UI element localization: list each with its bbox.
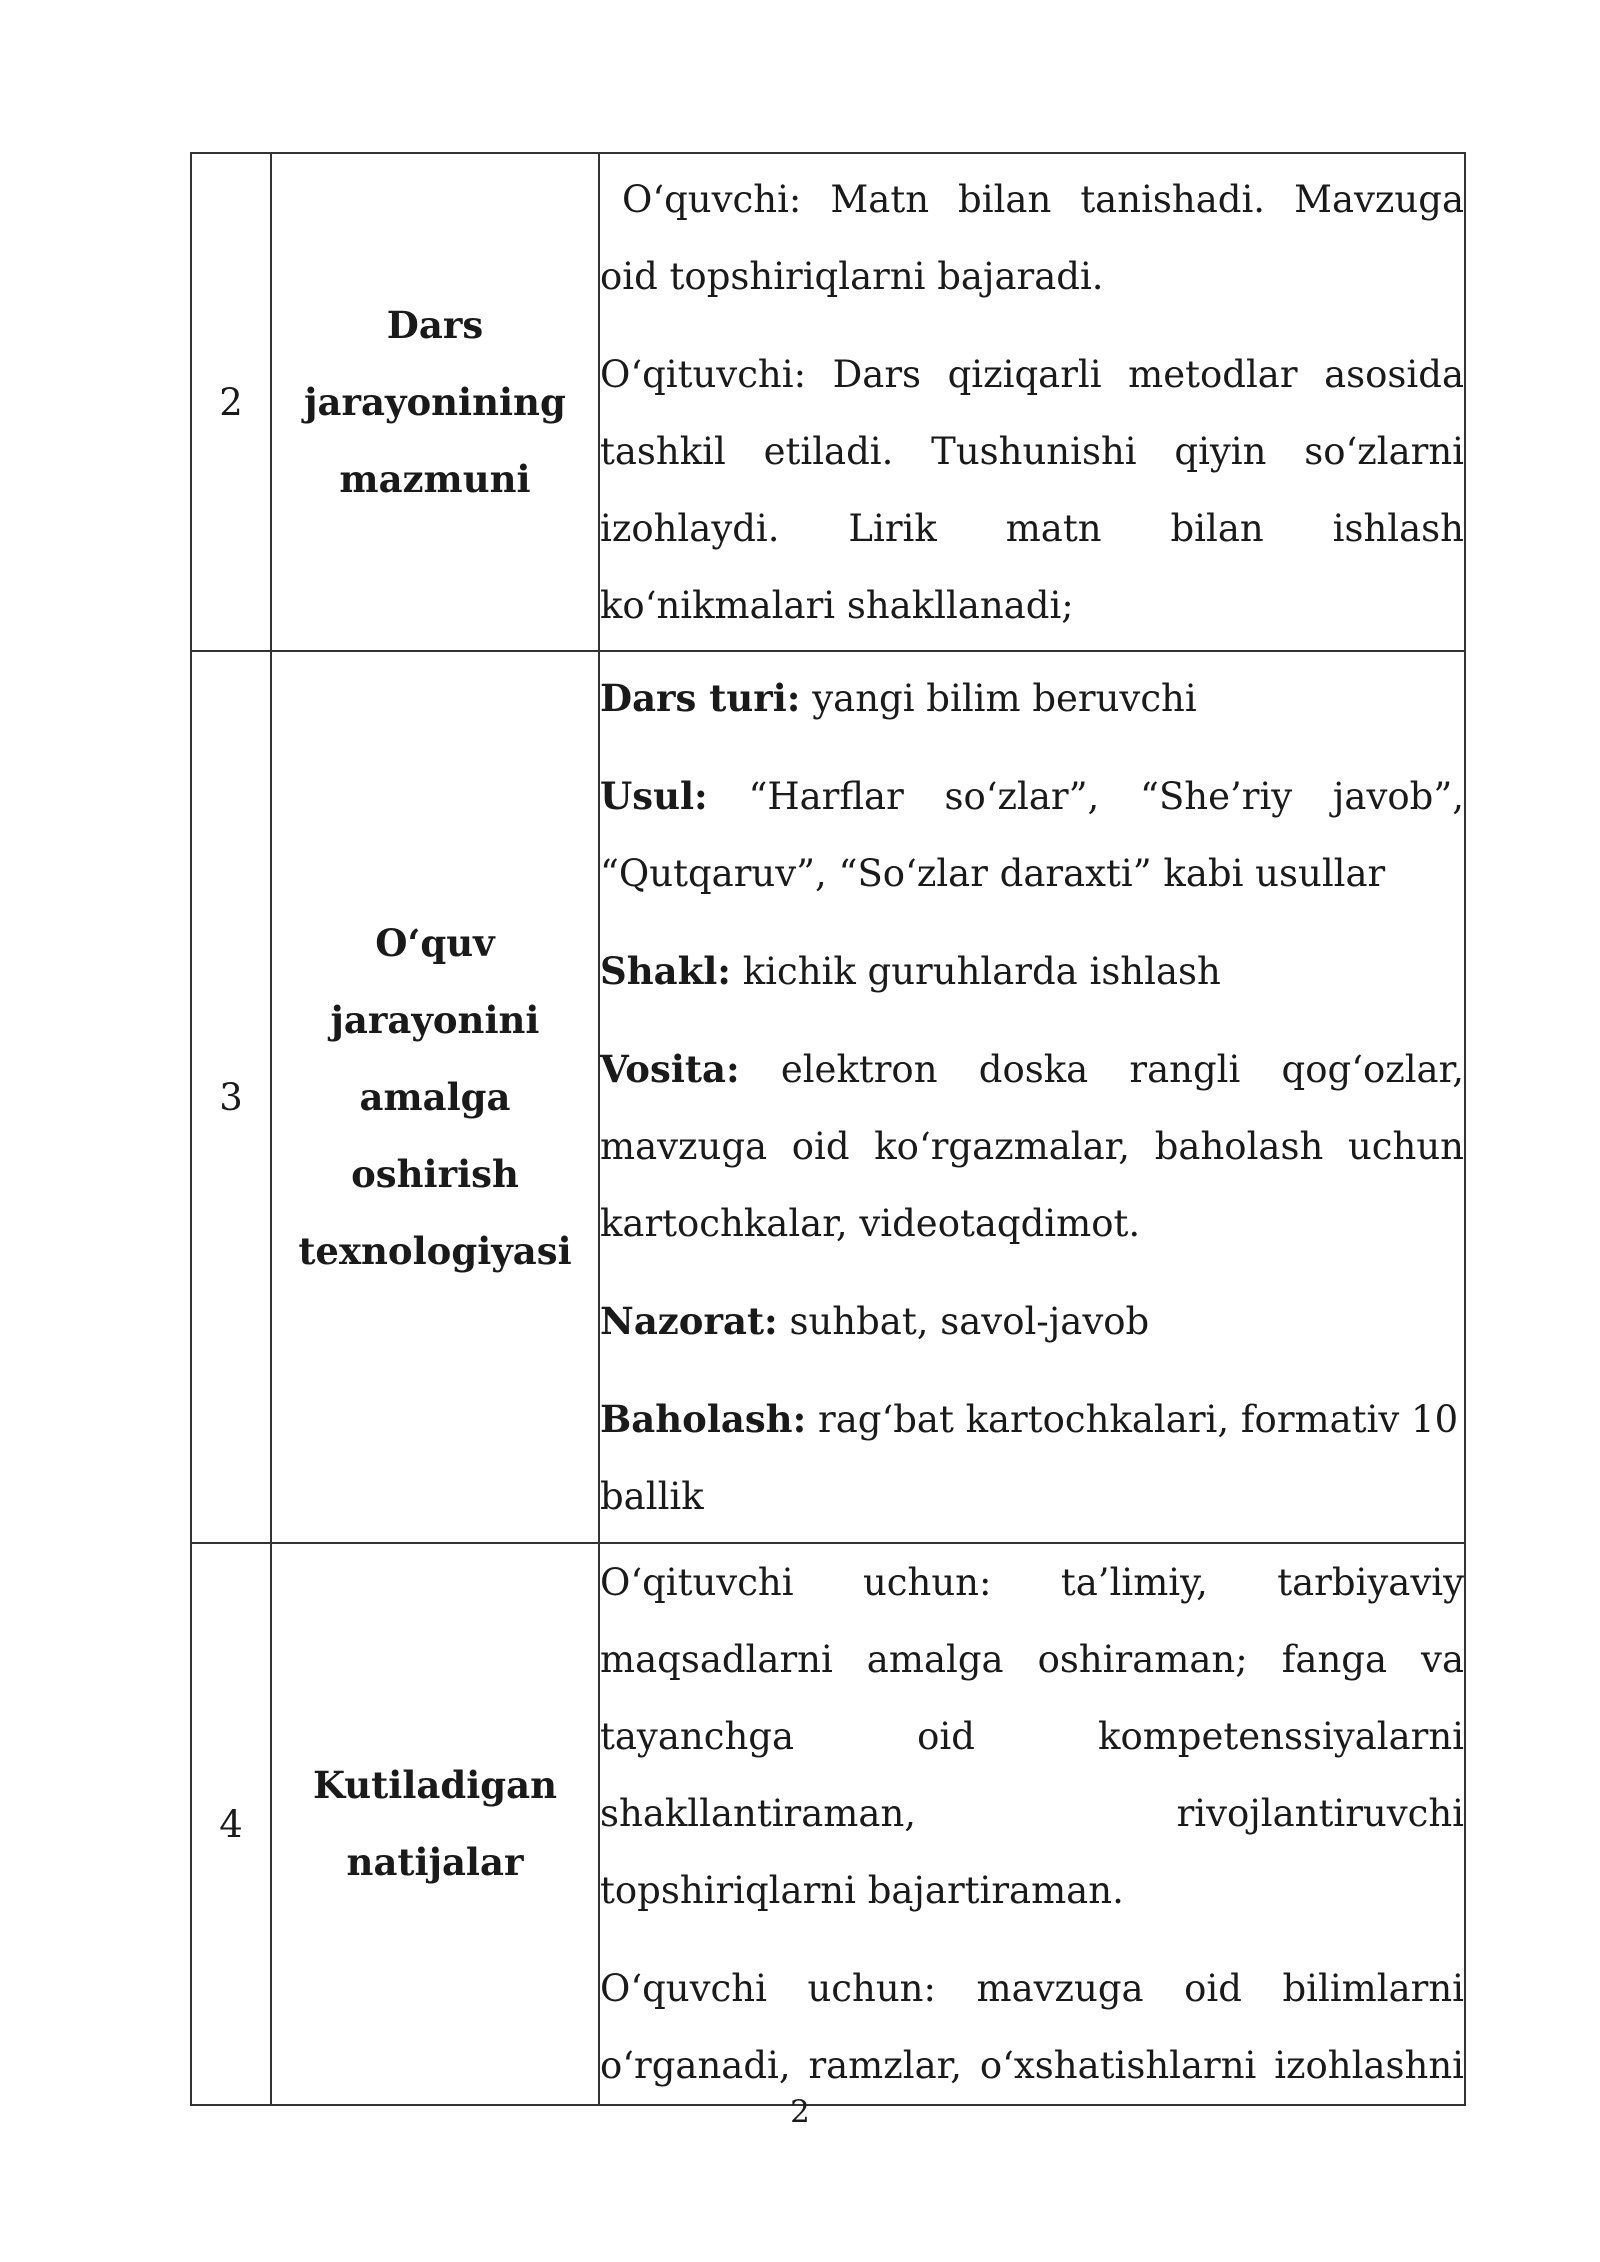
item-text: kichik guruhlarda ishlash xyxy=(730,949,1221,993)
item-text: rag‘bat kartochkalari, formativ 10 ballik xyxy=(600,1397,1459,1518)
title-line: texnologiyasi xyxy=(298,1228,572,1273)
row-number: 2 xyxy=(191,153,271,651)
content-item xyxy=(600,1283,1464,1360)
title-line: jarayonining xyxy=(304,379,566,424)
title-line: Dars xyxy=(386,302,484,347)
content-item xyxy=(600,1031,1464,1262)
content-paragraph: O‘qituvchi: Dars qiziqarli metodlar asosida tashkil etiladi. Tushunishi qiyin so‘zlarni izohlaydi. Lirik matn bilan ishlash ko‘nikmalari shakllanadi; xyxy=(600,352,1464,627)
page-number: 2 xyxy=(790,2094,810,2130)
content-paragraph: O‘quvchi: Matn bilan tanishadi. Mavzuga oid topshiriqlarni bajaradi. xyxy=(600,177,1464,298)
item-text: yangi bilim beruvchi xyxy=(800,676,1197,720)
content-item xyxy=(600,933,1464,1010)
row-title xyxy=(271,1543,599,2105)
row-content xyxy=(599,651,1465,1543)
item-label: Dars turi: xyxy=(600,675,801,720)
content-item xyxy=(600,1381,1464,1535)
title-line: oshirish xyxy=(351,1151,519,1196)
content-paragraph: O‘qituvchi uchun: ta’limiy, tarbiyaviy maqsadlarni amalga oshiraman; fanga va tayanchga oid kompetenssiyalarni shakllantiraman, rivojlantiruvchi topshiriqlarni bajartiraman. xyxy=(600,1561,1464,1912)
row-title xyxy=(271,651,599,1543)
item-text: elektron doska rangli qog‘ozlar, mavzuga oid ko‘rgazmalar, baholash uchun kartochkalar, videotaqdimot. xyxy=(600,1047,1464,1245)
row-title xyxy=(271,153,599,651)
title-line: jarayonini xyxy=(330,997,540,1042)
title-line: Kutiladigan xyxy=(312,1763,558,1807)
table-row xyxy=(191,651,1465,1543)
row-content xyxy=(599,1543,1465,2105)
item-text: “Harflar so‘zlar”, “She’riy javob”, “Qutqaruv”, “So‘zlar daraxti” kabi usullar xyxy=(600,774,1464,895)
item-label: Usul: xyxy=(600,773,708,818)
table-row xyxy=(191,1543,1465,2105)
row-content xyxy=(599,153,1465,651)
row-number: 4 xyxy=(191,1543,271,2105)
item-label: Shakl: xyxy=(600,948,731,993)
lesson-plan-table xyxy=(190,152,1466,2106)
content-item xyxy=(600,758,1464,912)
title-line: mazmuni xyxy=(339,456,531,501)
item-label: Baholash: xyxy=(600,1396,807,1441)
content-paragraph: O‘quvchi uchun: mavzuga oid bilimlarni o‘rganadi, ramzlar, o‘xshatishlarni izohlashni xyxy=(600,1967,1464,2087)
item-label: Vosita: xyxy=(600,1046,740,1091)
content-item xyxy=(600,660,1464,737)
item-text: suhbat, savol-javob xyxy=(777,1299,1150,1343)
item-label: Nazorat: xyxy=(600,1298,778,1343)
title-line: amalga xyxy=(359,1074,511,1119)
title-line: O‘quv xyxy=(375,920,495,965)
row-number: 3 xyxy=(191,651,271,1543)
table-row xyxy=(191,153,1465,651)
title-line: natijalar xyxy=(346,1840,524,1884)
